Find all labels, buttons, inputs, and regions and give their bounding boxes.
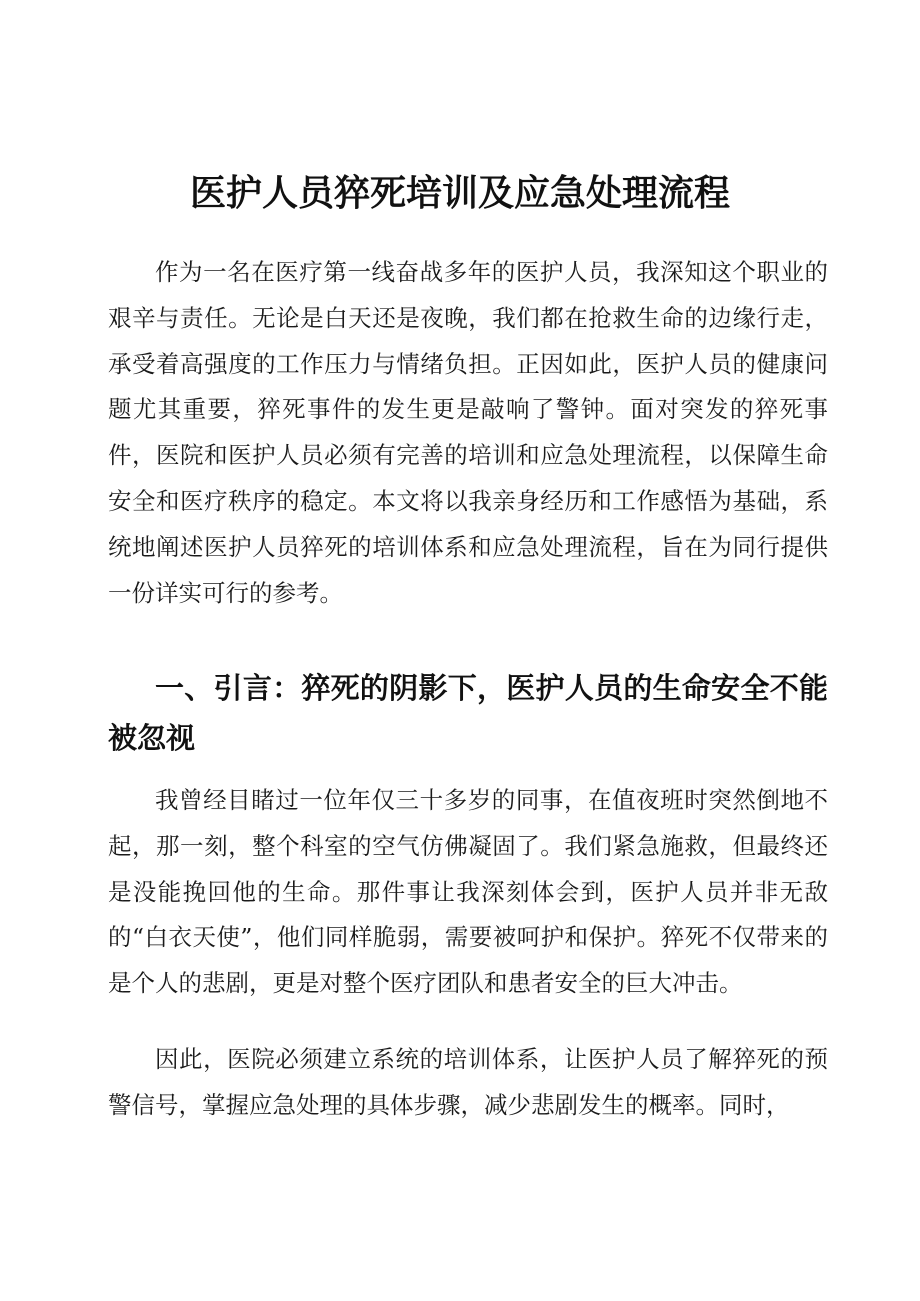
intro-paragraph: 作为一名在医疗第一线奋战多年的医护人员，我深知这个职业的艰辛与责任。无论是白天还是夜晚，我们都在抢救生命的边缘行走，承受着高强度的工作压力与情绪负担。正因如此，医护人员的健康问题尤其重要，猝死事件的发生更是敲响了警钟。面对突发的猝死事件，医院和医护人员必须有完善的培训和应急处理流程，以保障生命安全和医疗秩序的稳定。本文将以我亲身经历和工作感悟为基础，系统地阐述医护人员猝死的培训体系和应急处理流程，旨在为同行提供一份详实可行的参考。: [108, 258, 828, 607]
body-paragraph: 因此，医院必须建立系统的培训体系，让医护人员了解猝死的预警信号，掌握应急处理的具体步骤，减少悲剧发生的概率。同时，: [108, 1045, 828, 1119]
body-paragraph: 我曾经目睹过一位年仅三十多岁的同事，在值夜班时突然倒地不起，那一刻，整个科室的空气仿佛凝固了。我们紧急施救，但最终还是没能挽回他的生命。那件事让我深刻体会到，医护人员并非无敌的“白衣天使”，他们同样脆弱，需要被呵护和保护。猝死不仅带来的是个人的悲剧，更是对整个医疗团队和患者安全的巨大冲击。: [108, 786, 828, 998]
document-title: 医护人员猝死培训及应急处理流程: [189, 173, 730, 214]
section-heading: 一、引言：猝死的阴影下，医护人员的生命安全不能被忽视: [108, 671, 828, 755]
